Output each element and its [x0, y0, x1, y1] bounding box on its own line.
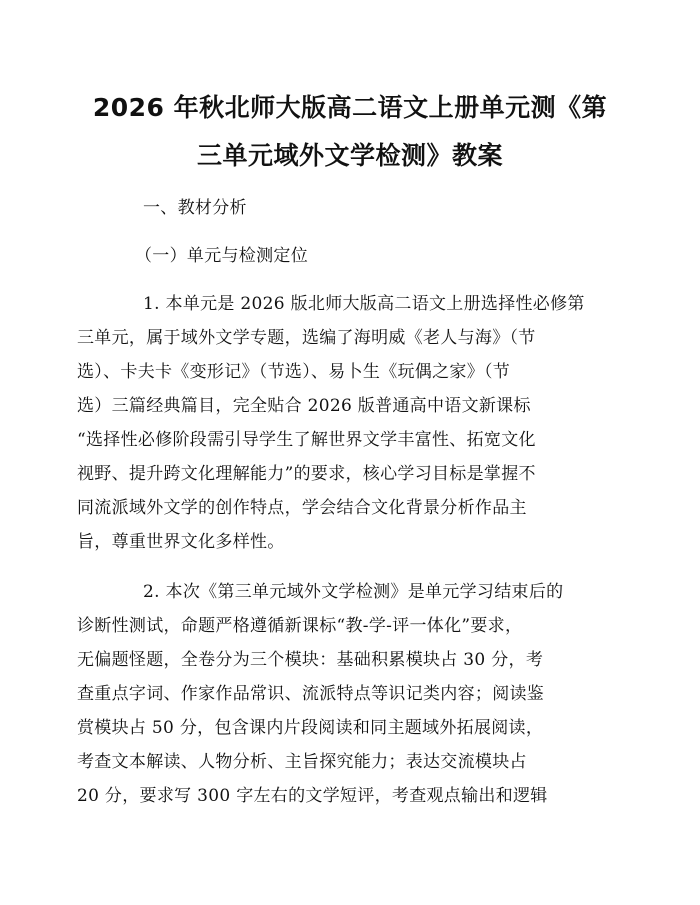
paragraph-2-line: 无偏题怪题，全卷分为三个模块：基础积累模块占 30 分，考 [77, 650, 544, 670]
paragraph-2-line: 考查文本解读、人物分析、主旨探究能力；表达交流模块占 [77, 752, 527, 772]
paragraph-1-line: 选）三篇经典篇目，完全贴合 2026 版普通高中语文新课标 [77, 396, 531, 416]
paragraph-2-line: 查重点字词、作家作品常识、流派特点等识记类内容；阅读鉴 [77, 684, 545, 704]
paragraph-2-line: 诊断性测试，命题严格遵循新课标“教-学-评一体化”要求， [77, 616, 523, 636]
paragraph-2-line: 2. 本次《第三单元域外文学检测》是单元学习结束后的 [143, 582, 564, 602]
paragraph-1-line: 1. 本单元是 2026 版北师大版高二语文上册选择性必修第 [143, 294, 585, 314]
paragraph-1-line: 三单元，属于域外文学专题，选编了海明威《老人与海》（节 [77, 328, 536, 348]
paragraph-1-line: “选择性必修阶段需引导学生了解世界文学丰富性、拓宽文化 [77, 430, 536, 450]
paragraph-1-line: 旨，尊重世界文化多样性。 [77, 532, 285, 552]
document-title-line-1: 2026 年秋北师大版高二语文上册单元测《第 [92, 93, 608, 122]
paragraph-2-line: 20 分，要求写 300 字左右的文学短评，考查观点输出和逻辑 [77, 786, 548, 806]
paragraph-1-line: 同流派域外文学的创作特点，学会结合文化背景分析作品主 [77, 498, 527, 518]
paragraph-1-line: 视野、提升跨文化理解能力”的要求，核心学习目标是掌握不 [77, 464, 536, 484]
document-title-line-2: 三单元域外文学检测》教案 [196, 141, 503, 170]
paragraph-1-line: 选）、卡夫卡《变形记》（节选）、易卜生《玩偶之家》（节 [77, 362, 511, 382]
section-heading: 一、教材分析 [143, 198, 247, 218]
paragraph-2-line: 赏模块占 50 分，包含课内片段阅读和同主题域外拓展阅读， [77, 718, 544, 738]
subsection-heading: （一）单元与检测定位 [135, 246, 308, 266]
